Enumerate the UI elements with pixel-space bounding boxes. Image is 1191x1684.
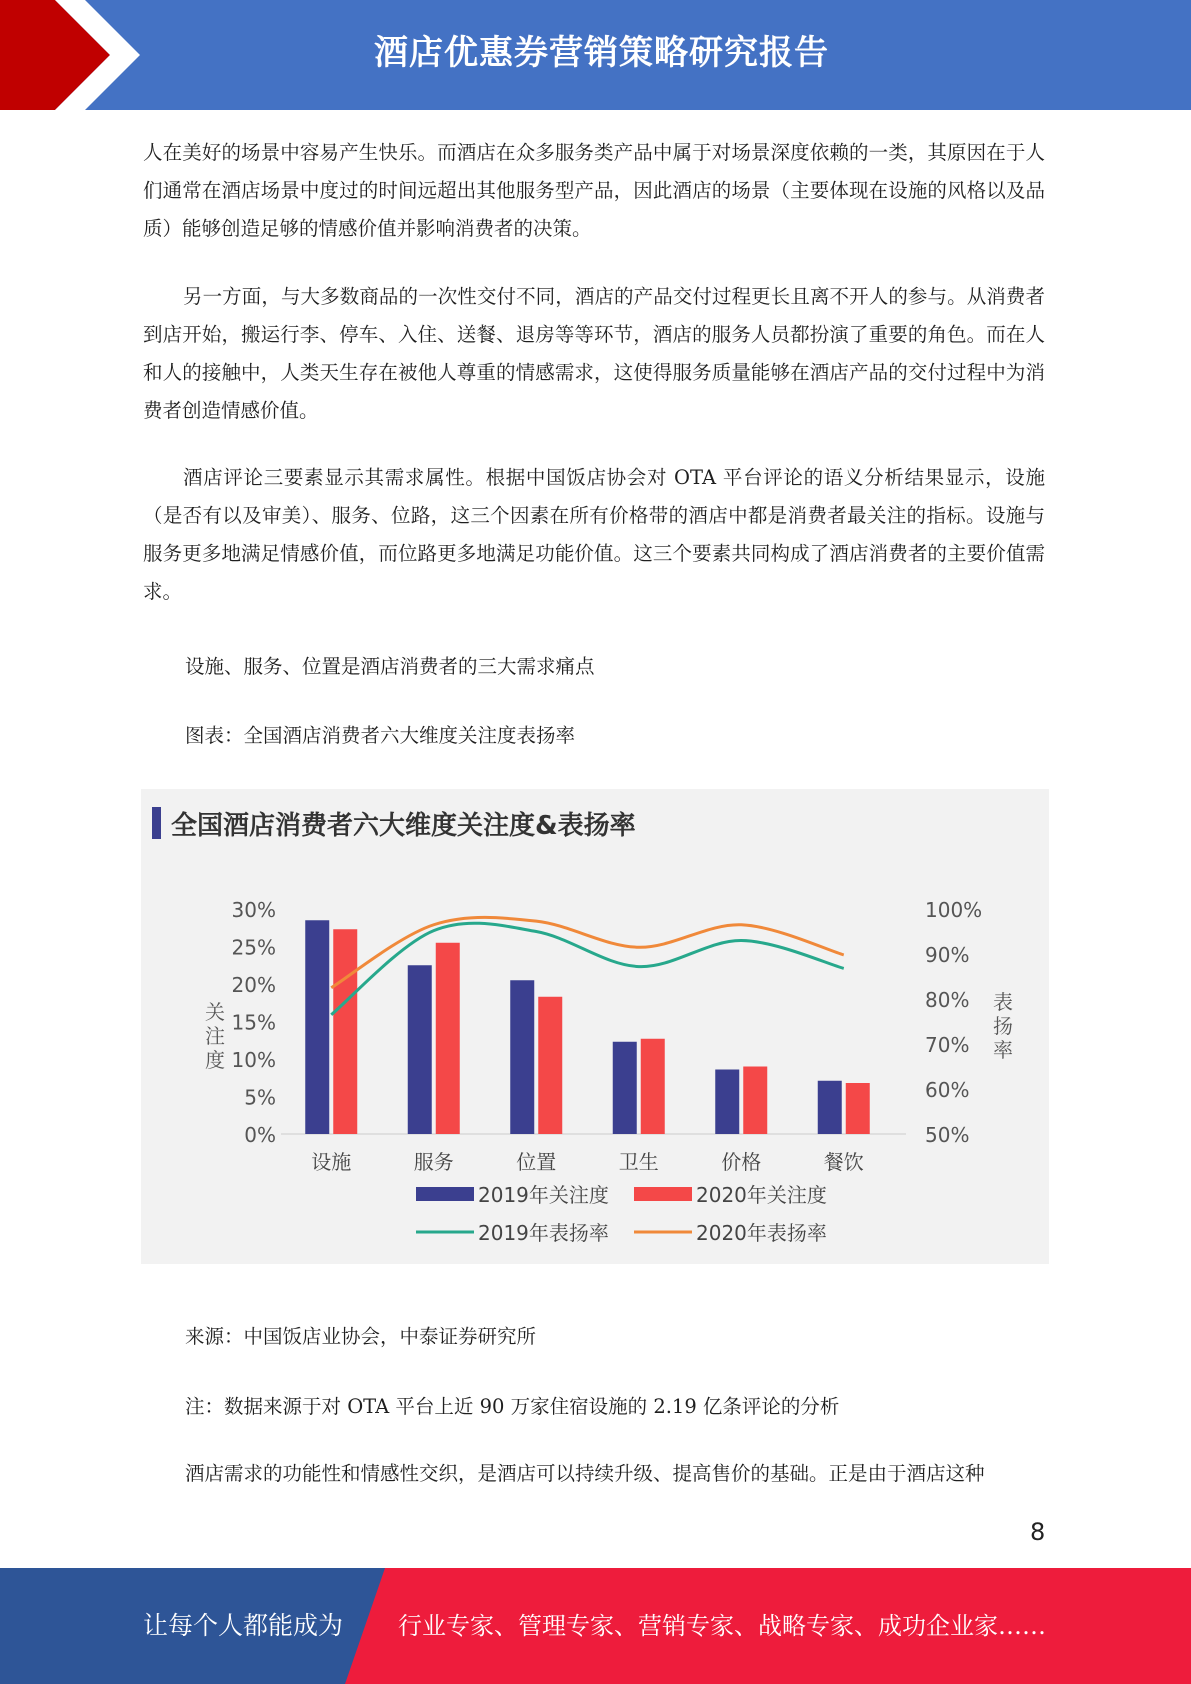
x-tick-label: 卫生 xyxy=(618,1150,659,1174)
y2-tick-label: 90% xyxy=(925,943,970,967)
y-tick-label: 0% xyxy=(244,1123,276,1147)
x-tick-label: 位置 xyxy=(516,1150,557,1174)
bar-2019-2 xyxy=(510,980,534,1134)
data-note: 注：数据来源于对 OTA 平台上近 90 万家住宿设施的 2.19 亿条评论的分析 xyxy=(185,1395,840,1418)
page-footer xyxy=(0,1568,1191,1684)
y-axis-title-char: 注 xyxy=(205,1024,225,1048)
bar-2019-4 xyxy=(715,1070,739,1135)
page-header xyxy=(0,0,1191,110)
legend-label: 2020年关注度 xyxy=(696,1183,827,1207)
x-tick-label: 价格 xyxy=(721,1150,762,1174)
chart-figure xyxy=(141,789,1049,1264)
legend-label: 2019年表扬率 xyxy=(478,1221,609,1245)
legend-label: 2020年表扬率 xyxy=(696,1221,827,1245)
x-tick-label: 餐饮 xyxy=(823,1150,864,1174)
y2-tick-label: 100% xyxy=(925,898,983,922)
y-tick-label: 20% xyxy=(231,973,276,997)
bar-2019-1 xyxy=(408,965,432,1134)
y2-axis-title-char: 表 xyxy=(993,990,1013,1014)
bar-2019-0 xyxy=(305,920,329,1134)
y2-tick-label: 70% xyxy=(925,1033,970,1057)
chart-svg xyxy=(141,789,1049,1264)
y-tick-label: 25% xyxy=(231,935,276,960)
y-tick-label: 5% xyxy=(244,1085,276,1110)
bar-2020-2 xyxy=(538,997,562,1134)
bar-2020-1 xyxy=(436,943,460,1134)
bar-2020-5 xyxy=(846,1083,870,1134)
paragraph-3: 酒店评论三要素显示其需求属性。根据中国饭店协会对 OTA 平台评论的语义分析结果显示，设施（是否有以及审美）、服务、位路，这三个因素在所有价格带的酒店中都是消费者最关注的指标。设施与服务更多地满足情感价值，而位路更多地满足功能价值。这三个要素共同构成了酒店消费者的主要价值需求。 xyxy=(143,466,1045,603)
section-subheading: 设施、服务、位置是酒店消费者的三大需求痛点 xyxy=(185,655,595,678)
footer-slogan-left: 让每个人都能成为 xyxy=(143,1611,344,1640)
bar-2019-5 xyxy=(818,1081,842,1134)
legend-label: 2019年关注度 xyxy=(478,1183,609,1207)
y2-tick-label: 80% xyxy=(925,988,970,1012)
page-number: 8 xyxy=(1030,1518,1046,1546)
x-tick-label: 服务 xyxy=(413,1150,454,1174)
y2-tick-label: 50% xyxy=(925,1123,970,1147)
y-tick-label: 30% xyxy=(231,898,276,922)
y2-axis-title-char: 扬 xyxy=(993,1014,1013,1038)
report-title: 酒店优惠券营销策略研究报告 xyxy=(374,33,829,73)
y-axis-title-char: 度 xyxy=(205,1048,225,1072)
legend-swatch xyxy=(416,1187,474,1201)
x-tick-label: 设施 xyxy=(311,1150,352,1174)
chart-title-marker xyxy=(152,807,161,839)
y-axis-title-char: 关 xyxy=(205,1000,225,1024)
bar-2019-3 xyxy=(613,1042,637,1134)
legend-swatch xyxy=(634,1187,692,1201)
figure-caption: 图表：全国酒店消费者六大维度关注度表扬率 xyxy=(185,724,576,747)
bar-2020-4 xyxy=(743,1067,767,1135)
bar-2020-3 xyxy=(641,1039,665,1134)
chart-title: 全国酒店消费者六大维度关注度&表扬率 xyxy=(171,811,636,841)
y2-tick-label: 60% xyxy=(925,1078,970,1102)
paragraph-4: 酒店需求的功能性和情感性交织，是酒店可以持续升级、提高售价的基础。正是由于酒店这种 xyxy=(185,1462,985,1485)
paragraph-2: 另一方面，与大多数商品的一次性交付不同，酒店的产品交付过程更长且离不开人的参与。从消费者到店开始，搬运行李、停车、入住、送餐、退房等等环节，酒店的服务人员都扮演了重要的角色。而在人和人的接触中，人类天生存在被他人尊重的情感需求，这使得服务质量能够在酒店产品的交付过程中为消费者创造情感价值。 xyxy=(143,285,1045,422)
bar-2020-0 xyxy=(333,929,357,1134)
paragraph-1: 人在美好的场景中容易产生快乐。而酒店在众多服务类产品中属于对场景深度依赖的一类，其原因在于人们通常在酒店场景中度过的时间远超出其他服务型产品，因此酒店的场景（主要体现在设施的风格以及品质）能够创造足够的情感价值并影响消费者的决策。 xyxy=(143,141,1045,240)
footer-slogan-right: 行业专家、管理专家、营销专家、战略专家、成功企业家…… xyxy=(398,1612,1046,1640)
y-tick-label: 10% xyxy=(231,1048,276,1072)
source-note: 来源：中国饭店业协会，中泰证券研究所 xyxy=(185,1325,537,1348)
y2-axis-title-char: 率 xyxy=(993,1038,1013,1062)
y-tick-label: 15% xyxy=(231,1010,276,1035)
